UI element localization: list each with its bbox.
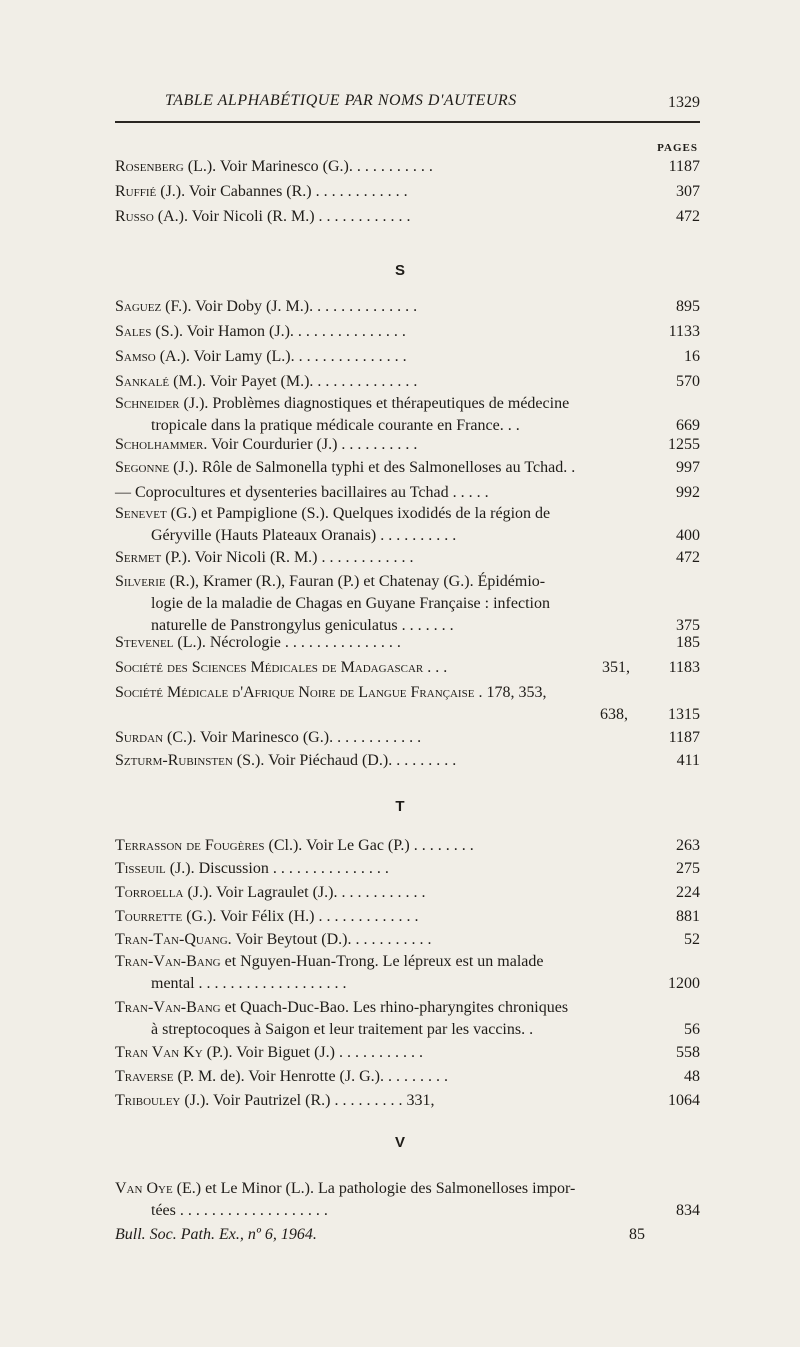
index-entry — [115, 657, 700, 679]
author-name: Scholhammer — [115, 436, 204, 453]
author-name: Surdan — [115, 729, 164, 746]
author-name: Tourrette — [115, 908, 183, 925]
entry-page: 185 — [676, 634, 700, 651]
index-entry — [115, 156, 700, 178]
author-name: Schneider — [115, 395, 180, 412]
author-name: Société des Sciences Médicales de Madagascar — [115, 659, 424, 676]
entry-page: 1315 — [668, 706, 700, 723]
entry-page: 1187 — [668, 729, 700, 746]
entry-description: (A.). Voir Nicoli (R. M.) . . . . . . . . . . . . — [153, 208, 411, 225]
entry-page: 275 — [676, 860, 700, 877]
entry-description: (C.). Voir Marinesco (G.). . . . . . . . . . . . — [163, 729, 422, 746]
entry-description: (P.). Voir Biguet (J.) . . . . . . . . . . . — [202, 1044, 423, 1061]
author-name: Sermet — [115, 549, 162, 566]
author-name: Tisseuil — [115, 860, 166, 877]
author-name: Van Oye — [115, 1180, 173, 1197]
entry-description: (R.), Kramer (R.), Fauran (P.) et Chatenay (G.). Épidémio- — [165, 573, 546, 590]
entry-description: (F.). Voir Doby (J. M.). . . . . . . . . . . . . . — [161, 298, 418, 315]
author-name: Traverse — [115, 1068, 174, 1085]
author-name: Segonne — [115, 459, 170, 476]
index-entry — [115, 393, 700, 437]
section-letter-v: V — [394, 1134, 405, 1151]
entry-text — [115, 156, 700, 178]
entry-text — [115, 682, 700, 704]
pages-column-label: PAGES — [657, 142, 698, 154]
author-name: Szturm-Rubinsten — [115, 752, 233, 769]
entry-description: . Voir Beytout (D.). . . . . . . . . . . — [227, 931, 432, 948]
author-name: Torroella — [115, 884, 184, 901]
entry-page: 1133 — [668, 323, 700, 340]
entry-text — [115, 371, 700, 393]
entry-page: 375 — [676, 617, 700, 634]
entry-page: 834 — [676, 1202, 700, 1219]
index-entry — [115, 296, 700, 318]
entry-page: 558 — [676, 1044, 700, 1061]
index-entry — [115, 457, 700, 479]
index-entry — [115, 682, 700, 726]
entry-text — [115, 296, 700, 318]
entry-description: (A.). Voir Lamy (L.). . . . . . . . . . . . . . . — [155, 348, 407, 365]
entry-continuation: naturelle de Panstrongylus geniculatus . . . . . . . — [151, 617, 454, 634]
entry-description: (L.). Nécrologie . . . . . . . . . . . . . . . — [173, 634, 401, 651]
index-entry — [115, 321, 700, 343]
entry-text — [115, 929, 700, 951]
entry-page: 1064 — [668, 1092, 700, 1109]
entry-description: . . . — [423, 659, 448, 676]
entry-text — [115, 346, 700, 368]
index-entry — [115, 181, 700, 203]
entry-continuation: Géryville (Hauts Plateaux Oranais) . . . . . . . . . . — [151, 527, 457, 544]
index-entry — [115, 882, 700, 904]
index-entry — [115, 346, 700, 368]
entry-text — [115, 206, 700, 228]
entry-page: 1183 — [668, 659, 700, 676]
entry-text — [115, 750, 700, 772]
author-name: Société Médicale d'Afrique Noire de Langue Française — [115, 684, 475, 701]
header-rule — [115, 121, 700, 123]
entry-text — [115, 1178, 700, 1200]
index-entry — [115, 571, 700, 637]
entry-page: 16 — [684, 348, 700, 365]
entry-page-secondary: 351, — [602, 659, 630, 676]
index-entry — [115, 482, 700, 504]
index-entry — [115, 906, 700, 928]
entry-continuation: mental . . . . . . . . . . . . . . . . . . . — [151, 975, 347, 992]
entry-description: (J.). Voir Pautrizel (R.) . . . . . . . . . 331, — [180, 1092, 435, 1109]
entry-description: et Nguyen-Huan-Trong. Le lépreux est un malade — [220, 953, 544, 970]
entry-page: 263 — [676, 837, 700, 854]
entry-text — [115, 547, 700, 569]
entry-continuation: logie de la maladie de Chagas en Guyane Française : infection — [151, 595, 550, 612]
entry-description: (P. M. de). Voir Henrotte (J. G.). . . . . . . . . — [173, 1068, 448, 1085]
entry-description: (J.). Discussion . . . . . . . . . . . . . . . — [165, 860, 389, 877]
index-entry — [115, 1178, 700, 1222]
entry-page: 224 — [676, 884, 700, 901]
entry-text — [115, 997, 700, 1019]
index-entry — [115, 997, 700, 1041]
entry-continuation: tées . . . . . . . . . . . . . . . . . . . — [151, 1202, 328, 1219]
section-letter-s: S — [394, 262, 405, 279]
index-entry — [115, 1066, 700, 1088]
entry-text — [115, 1066, 700, 1088]
entry-description: (G.) et Pampiglione (S.). Quelques ixodidés de la région de — [166, 505, 551, 522]
entry-text — [115, 882, 700, 904]
author-name: Silverie — [115, 573, 166, 590]
author-name: Terrasson de Fougères — [115, 837, 265, 854]
author-name: Ruffié — [115, 183, 157, 200]
entry-text — [115, 951, 700, 973]
author-name: Sales — [115, 323, 152, 340]
entry-page: 56 — [684, 1021, 700, 1038]
entry-description: (L.). Voir Marinesco (G.). . . . . . . . . . . — [183, 158, 433, 175]
entry-text — [115, 503, 700, 525]
entry-text — [115, 835, 700, 857]
entry-description: (J.). Voir Cabannes (R.) . . . . . . . . . . . . — [156, 183, 408, 200]
index-entry — [115, 632, 700, 654]
index-entry — [115, 547, 700, 569]
entry-page: 1200 — [668, 975, 700, 992]
journal-reference: Bull. Soc. Path. Ex., nº 6, 1964. — [115, 1226, 317, 1243]
index-entry — [115, 434, 700, 456]
entry-continuation: 638, — [600, 706, 628, 723]
author-name: Tran-Van-Bang — [115, 953, 221, 970]
author-name: Stevenel — [115, 634, 174, 651]
entry-text — [115, 571, 700, 593]
entry-page: 1187 — [668, 158, 700, 175]
entry-page: 570 — [676, 373, 700, 390]
entry-page: 992 — [676, 484, 700, 501]
index-entry — [115, 858, 700, 880]
index-entry — [115, 206, 700, 228]
index-entry — [115, 371, 700, 393]
entry-page: 895 — [676, 298, 700, 315]
index-entry — [115, 727, 700, 749]
author-name: — — [115, 484, 131, 501]
author-name: Russo — [115, 208, 154, 225]
entry-description: (S.). Voir Piéchaud (D.). . . . . . . . . — [232, 752, 457, 769]
header-title: TABLE ALPHABÉTIQUE PAR NOMS D'AUTEURS — [165, 92, 517, 109]
header-page-number: 1329 — [668, 94, 700, 111]
entry-page: 1255 — [668, 436, 700, 453]
entry-description: (G.). Voir Félix (H.) . . . . . . . . . . . . . — [182, 908, 419, 925]
entry-page: 48 — [684, 1068, 700, 1085]
entry-text — [115, 727, 700, 749]
entry-text — [115, 1042, 700, 1064]
entry-description: (J.). Rôle de Salmonella typhi et des Salmonelloses au Tchad. . — [169, 459, 576, 476]
section-letter-t: T — [395, 798, 405, 815]
entry-text — [115, 906, 700, 928]
entry-page: 307 — [676, 183, 700, 200]
entry-page: 997 — [676, 459, 700, 476]
entry-description: (J.). Voir Lagraulet (J.). . . . . . . . . . . . — [183, 884, 426, 901]
entry-description: (M.). Voir Payet (M.). . . . . . . . . . . . . . — [169, 373, 418, 390]
entry-description: (J.). Problèmes diagnostiques et thérapeutiques de médecine — [179, 395, 570, 412]
author-name: Tran Van Ky — [115, 1044, 203, 1061]
index-entry — [115, 929, 700, 951]
entry-text — [115, 457, 700, 479]
signature-number: 85 — [629, 1226, 645, 1243]
entry-description: Coprocultures et dysenteries bacillaires au Tchad . . . . . — [131, 484, 489, 501]
entry-text — [115, 393, 700, 415]
entry-description: . 178, 353, — [474, 684, 547, 701]
index-entry — [115, 1042, 700, 1064]
index-entry — [115, 503, 700, 547]
entry-text — [115, 858, 700, 880]
index-entry — [115, 750, 700, 772]
entry-description: (P.). Voir Nicoli (R. M.) . . . . . . . . . . . . — [161, 549, 414, 566]
author-name: Samso — [115, 348, 156, 365]
entry-text — [115, 434, 700, 456]
author-name: Tran-Van-Bang — [115, 999, 221, 1016]
index-entry — [115, 1090, 700, 1112]
entry-page: 411 — [676, 752, 700, 769]
running-header — [115, 92, 700, 116]
entry-description: (S.). Voir Hamon (J.). . . . . . . . . . . . . . . — [151, 323, 406, 340]
author-name: Tribouley — [115, 1092, 181, 1109]
entry-page: 400 — [676, 527, 700, 544]
entry-continuation: tropicale dans la pratique médicale courante en France. . . — [151, 417, 520, 434]
index-entry — [115, 835, 700, 857]
entry-page: 881 — [676, 908, 700, 925]
author-name: Rosenberg — [115, 158, 184, 175]
author-name: Saguez — [115, 298, 162, 315]
entry-text — [115, 1090, 700, 1112]
entry-text — [115, 181, 700, 203]
entry-continuation: à streptocoques à Saigon et leur traitement par les vaccins. . — [151, 1021, 534, 1038]
author-name: Tran-Tan-Quang — [115, 931, 228, 948]
entry-text — [115, 632, 700, 654]
entry-page: 472 — [676, 549, 700, 566]
entry-page: 52 — [684, 931, 700, 948]
entry-description: . Voir Courdurier (J.) . . . . . . . . . . — [203, 436, 418, 453]
entry-page: 669 — [676, 417, 700, 434]
entry-description: (Cl.). Voir Le Gac (P.) . . . . . . . . — [264, 837, 474, 854]
entry-text — [115, 482, 700, 504]
index-entry — [115, 951, 700, 995]
author-name: Sankalé — [115, 373, 170, 390]
entry-description: (E.) et Le Minor (L.). La pathologie des Salmonelloses impor- — [172, 1180, 576, 1197]
entry-text — [115, 321, 700, 343]
author-name: Senevet — [115, 505, 167, 522]
entry-description: et Quach-Duc-Bao. Les rhino-pharyngites chroniques — [220, 999, 569, 1016]
entry-page: 472 — [676, 208, 700, 225]
